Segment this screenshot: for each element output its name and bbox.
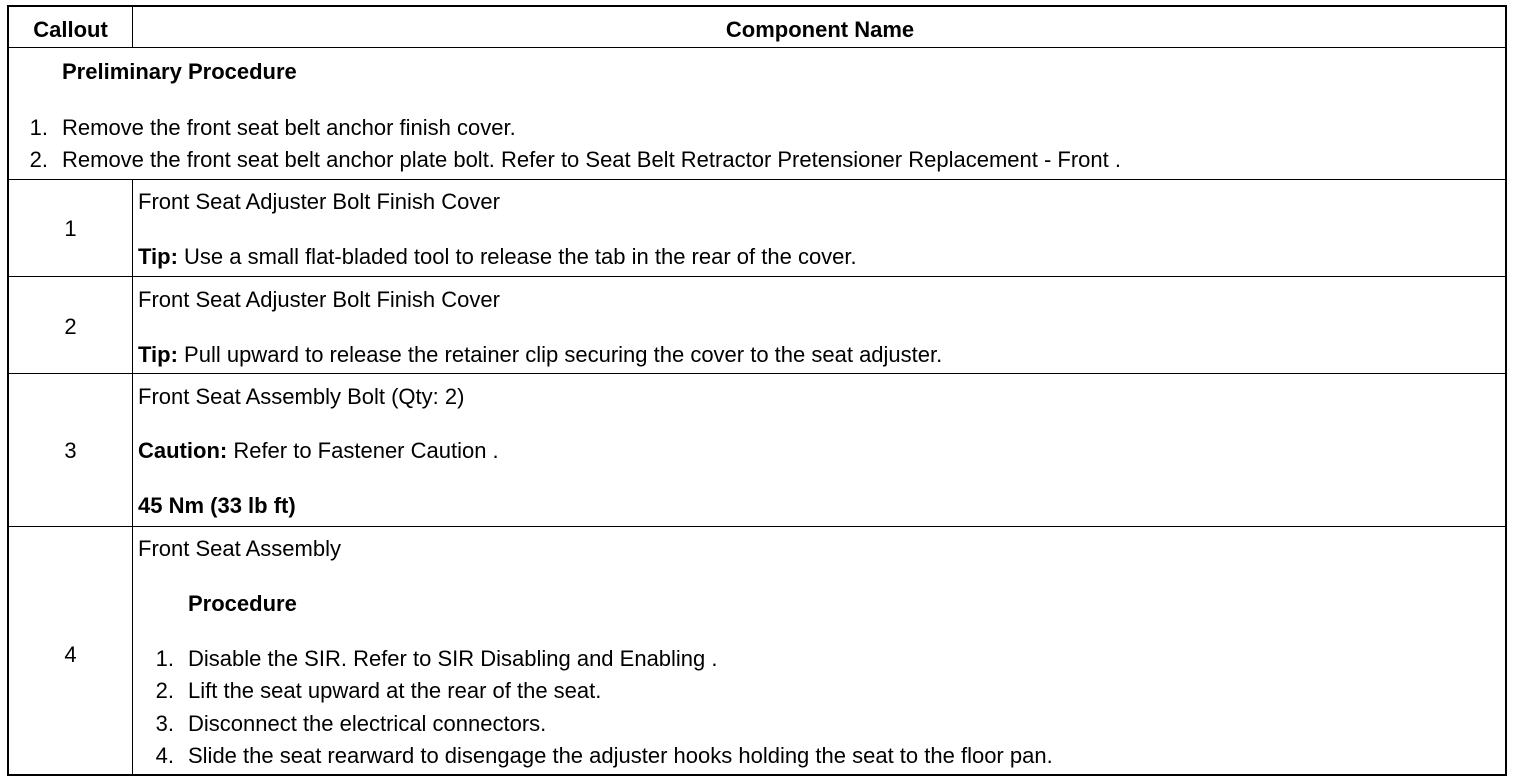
caution-label: Caution: (138, 438, 228, 463)
step-number: 2. (29, 147, 48, 172)
component-table (7, 5, 1507, 776)
procedure-step: Slide the seat rearward to disengage the adjuster hooks holding the seat to the floor pan. (188, 743, 1053, 768)
callout-number: 3 (64, 438, 77, 463)
callout-number: 1 (64, 216, 77, 241)
tip-text: Pull upward to release the retainer clip securing the cover to the seat adjuster. (177, 342, 943, 367)
component-name: Front Seat Assembly Bolt (Qty: 2) (138, 384, 465, 409)
preliminary-title: Preliminary Procedure (62, 59, 297, 84)
header-callout: Callout (33, 17, 108, 42)
tip-note (138, 244, 857, 270)
step-number: 3. (155, 711, 174, 736)
divider (9, 47, 1505, 48)
tip-label: Tip: (138, 244, 178, 269)
procedure-title: Procedure (188, 591, 297, 616)
tip-note (138, 342, 942, 368)
preliminary-step: Remove the front seat belt anchor finish cover. (62, 115, 516, 140)
caution-note (138, 438, 499, 464)
component-name: Front Seat Assembly (138, 536, 341, 561)
procedure-step: Disconnect the electrical connectors. (188, 711, 547, 736)
divider (9, 373, 1505, 374)
callout-number: 2 (64, 314, 77, 339)
divider (9, 179, 1505, 180)
procedure-step: Disable the SIR. Refer to SIR Disabling and Enabling . (188, 646, 718, 671)
step-number: 1. (29, 115, 48, 140)
step-number: 4. (155, 743, 174, 768)
divider (9, 276, 1505, 277)
torque-spec: 45 Nm (33 lb ft) (138, 493, 296, 518)
component-name: Front Seat Adjuster Bolt Finish Cover (138, 287, 500, 312)
tip-label: Tip: (138, 342, 178, 367)
callout-number: 4 (64, 642, 77, 667)
tip-text: Use a small flat-bladed tool to release the tab in the rear of the cover. (177, 244, 857, 269)
divider (132, 179, 133, 776)
step-number: 2. (155, 678, 174, 703)
header-component-name: Component Name (725, 17, 915, 42)
caution-text: Refer to Fastener Caution . (227, 438, 499, 463)
step-number: 1. (155, 646, 174, 671)
component-name: Front Seat Adjuster Bolt Finish Cover (138, 189, 500, 214)
divider (9, 526, 1505, 527)
procedure-step: Lift the seat upward at the rear of the seat. (188, 678, 602, 703)
preliminary-step: Remove the front seat belt anchor plate bolt. Refer to Seat Belt Retractor Pretensioner Replacement - Front . (62, 147, 1121, 172)
